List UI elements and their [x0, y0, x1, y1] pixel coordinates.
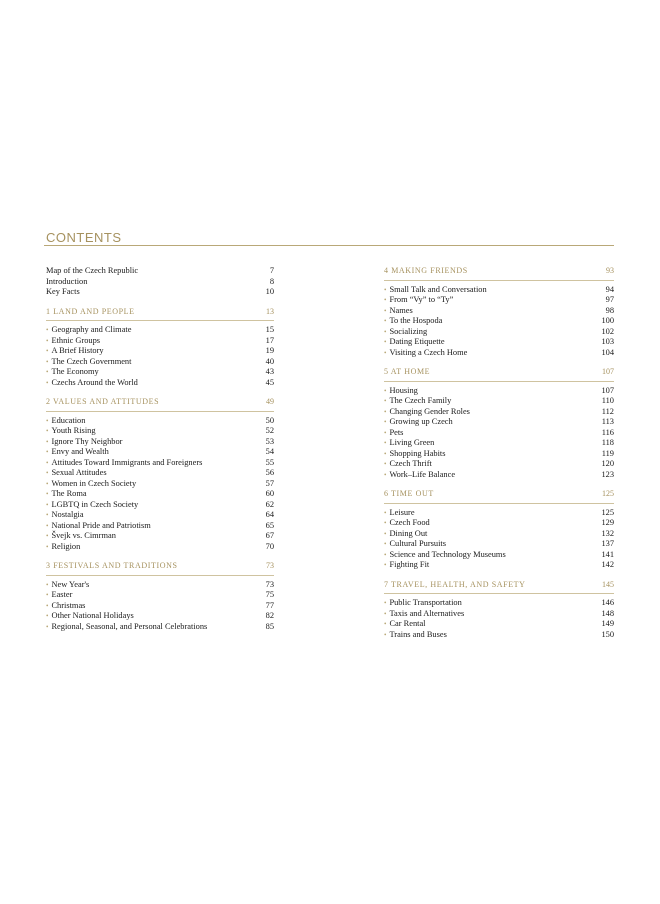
- toc-entry-label: • Pets: [384, 428, 403, 439]
- toc-entry-label: • To the Hospoda: [384, 316, 442, 327]
- toc-entry-page: 100: [601, 316, 614, 325]
- toc-entry-page: 70: [265, 541, 274, 551]
- toc-entry-page: 40: [265, 356, 274, 366]
- section-heading-label: 2 VALUES AND ATTITUDES: [46, 397, 160, 406]
- toc-right-column: [384, 266, 614, 640]
- toc-entry-label: • Leisure: [384, 508, 415, 519]
- toc-entry-page: 150: [601, 629, 614, 639]
- toc-entry-label: • The Czech Government: [46, 357, 131, 368]
- toc-entry-label: • Attitudes Toward Immigrants and Foreigners: [46, 458, 202, 469]
- toc-entry-label: Map of the Czech Republic: [46, 266, 139, 275]
- toc-entry[interactable]: [46, 346, 274, 357]
- toc-entry[interactable]: [384, 348, 614, 359]
- toc-entry-page: 110: [601, 396, 614, 405]
- toc-entry[interactable]: [46, 458, 274, 469]
- toc-entry[interactable]: [384, 560, 614, 571]
- toc-entry[interactable]: [46, 336, 274, 347]
- toc-entry-label: • Growing up Czech: [384, 417, 453, 428]
- toc-entry-page: 98: [605, 305, 614, 315]
- section-heading[interactable]: [384, 367, 614, 382]
- toc-entry-page: 116: [601, 427, 614, 437]
- toc-entry-page: 141: [601, 549, 614, 559]
- toc-entry[interactable]: [46, 378, 274, 389]
- toc-entry-page: 142: [601, 560, 614, 569]
- toc-entry-label: • Sexual Attitudes: [46, 468, 107, 479]
- toc-entry-page: 125: [601, 507, 614, 517]
- toc-entry[interactable]: [384, 386, 614, 397]
- toc-entry[interactable]: [384, 619, 614, 630]
- toc-entry-label: • Names: [384, 306, 413, 317]
- toc-entry[interactable]: [384, 337, 614, 348]
- toc-entry[interactable]: [384, 396, 614, 407]
- toc-entry[interactable]: [46, 357, 274, 368]
- toc-entry-label: • Visiting a Czech Home: [384, 348, 467, 359]
- toc-entry-label: • A Brief History: [46, 346, 104, 357]
- toc-entry[interactable]: [46, 521, 274, 532]
- toc-entry-page: 132: [601, 528, 614, 538]
- toc-entry[interactable]: [384, 327, 614, 338]
- toc-entry-page: 107: [601, 385, 614, 395]
- toc-entry-label: • Religion: [46, 542, 80, 553]
- section-heading-page: 145: [602, 579, 614, 589]
- toc-entry-label: • New Year's: [46, 580, 89, 591]
- toc-entry-page: 148: [601, 608, 614, 618]
- toc-entry-page: 56: [265, 468, 274, 477]
- toc-entry-label: • Easter: [46, 590, 72, 601]
- section-heading-label: 4 MAKING FRIENDS: [384, 266, 468, 275]
- toc-entry[interactable]: [46, 601, 274, 612]
- toc-entry-page: 62: [265, 499, 274, 509]
- toc-entry[interactable]: [46, 531, 274, 542]
- toc-entry[interactable]: [46, 277, 274, 288]
- toc-entry-label: • The Roma: [46, 489, 87, 500]
- toc-entry-page: 112: [601, 406, 614, 416]
- section-heading[interactable]: [384, 580, 614, 595]
- toc-entry-page: 55: [265, 457, 274, 467]
- toc-entry-label: • Czechs Around the World: [46, 378, 138, 389]
- toc-entry-label: • Public Transportation: [384, 598, 462, 609]
- section-heading-label: 5 AT HOME: [384, 367, 431, 376]
- toc-entry[interactable]: [46, 489, 274, 500]
- toc-entry-page: 94: [605, 284, 614, 294]
- toc-entry[interactable]: [46, 611, 274, 622]
- toc-entry-label: • Envy and Wealth: [46, 447, 109, 458]
- section-heading-page: 107: [602, 367, 614, 376]
- toc-entry[interactable]: [46, 426, 274, 437]
- toc-entry[interactable]: [384, 407, 614, 418]
- section-heading-label: 6 TIME OUT: [384, 489, 434, 498]
- toc-entry-page: 65: [265, 520, 274, 530]
- toc-entry-label: • Women in Czech Society: [46, 479, 136, 490]
- toc-entry-label: • Trains and Buses: [384, 630, 447, 641]
- toc-section-1: [46, 307, 274, 389]
- toc-entry-page: 15: [265, 325, 274, 334]
- toc-entry-page: 137: [601, 539, 614, 548]
- toc-entry-label: • Ethnic Groups: [46, 336, 100, 347]
- toc-entry[interactable]: [46, 500, 274, 511]
- toc-entry-page: 149: [601, 619, 614, 628]
- toc-entry-label: • National Pride and Patriotism: [46, 521, 151, 532]
- toc-entry-label: • Švejk vs. Cimrman: [46, 531, 116, 542]
- toc-entry[interactable]: [46, 416, 274, 427]
- toc-entry-page: 57: [265, 478, 274, 488]
- toc-entry-page: 64: [265, 510, 274, 519]
- toc-entry-page: 129: [601, 518, 614, 527]
- toc-entry-label: • Czech Thrift: [384, 459, 432, 470]
- toc-entry-page: 8: [269, 276, 274, 286]
- toc-section-5: [384, 367, 614, 480]
- toc-entry-page: 52: [265, 426, 274, 435]
- toc-entry-label: • Education: [46, 416, 85, 427]
- toc-entry-label: • From “Vy” to “Ty”: [384, 295, 453, 306]
- toc-entry[interactable]: [384, 529, 614, 540]
- toc-entry-label: • Taxis and Alternatives: [384, 609, 464, 620]
- section-heading-label: 3 FESTIVALS AND TRADITIONS: [46, 561, 178, 570]
- toc-entry-page: 60: [265, 489, 274, 498]
- toc-entry[interactable]: [384, 449, 614, 460]
- toc-entry[interactable]: [384, 285, 614, 296]
- toc-entry-label: • The Czech Family: [384, 396, 451, 407]
- toc-entry[interactable]: [46, 437, 274, 448]
- toc-entry-label: • Small Talk and Conversation: [384, 285, 487, 296]
- toc-entry-page: 102: [601, 326, 614, 336]
- toc-entry[interactable]: [46, 590, 274, 601]
- toc-entry-page: 113: [601, 417, 614, 426]
- front-matter-list: [46, 266, 274, 298]
- toc-entry[interactable]: [46, 468, 274, 479]
- toc-entry-page: 77: [265, 600, 274, 610]
- toc-entry[interactable]: [384, 316, 614, 327]
- toc-entry[interactable]: [46, 325, 274, 336]
- toc-entry[interactable]: [384, 609, 614, 620]
- toc-entry-label: Introduction: [46, 276, 88, 286]
- toc-left-column: [46, 266, 274, 632]
- toc-entry-label: • Dining Out: [384, 529, 427, 540]
- toc-entry-label: • Dating Etiquette: [384, 337, 445, 348]
- toc-entry-page: 45: [265, 377, 274, 387]
- toc-entry[interactable]: [384, 459, 614, 470]
- toc-entry-page: 17: [265, 335, 274, 345]
- section-heading[interactable]: [46, 561, 274, 576]
- toc-entry[interactable]: [384, 470, 614, 481]
- toc-entry[interactable]: [384, 630, 614, 641]
- toc-entry[interactable]: [384, 428, 614, 439]
- toc-entry[interactable]: [46, 580, 274, 591]
- toc-entry-label: • Ignore Thy Neighbor: [46, 437, 122, 448]
- toc-entry-label: • Geography and Climate: [46, 325, 131, 336]
- toc-entry[interactable]: [384, 508, 614, 519]
- toc-entry[interactable]: [46, 447, 274, 458]
- toc-entry-page: 123: [601, 469, 614, 479]
- section-heading[interactable]: [46, 397, 274, 412]
- section-heading-page: 125: [602, 489, 614, 498]
- section-heading-page: 13: [266, 306, 274, 316]
- toc-entry-label: • Regional, Seasonal, and Personal Celebrations: [46, 622, 207, 633]
- toc-entry-page: 10: [265, 287, 274, 296]
- section-heading-page: 73: [266, 561, 274, 570]
- toc-entry-page: 119: [601, 448, 614, 458]
- toc-entry-label: • The Economy: [46, 367, 99, 378]
- toc-entry[interactable]: [384, 539, 614, 550]
- toc-entry[interactable]: [46, 622, 274, 633]
- toc-entry-page: 104: [601, 347, 614, 357]
- toc-entry-page: 82: [265, 611, 274, 620]
- toc-entry-page: 103: [601, 337, 614, 346]
- section-heading-label: 7 TRAVEL, HEALTH, AND SAFETY: [384, 579, 526, 589]
- toc-entry-page: 53: [265, 436, 274, 446]
- toc-entry[interactable]: [46, 287, 274, 298]
- toc-section-2: [46, 397, 274, 552]
- toc-entry-label: • Socializing: [384, 327, 427, 338]
- toc-entry[interactable]: [384, 295, 614, 306]
- toc-entry[interactable]: [384, 550, 614, 561]
- section-heading[interactable]: [384, 489, 614, 504]
- toc-entry-page: 73: [265, 579, 274, 589]
- toc-entry-label: • Nostalgia: [46, 510, 84, 521]
- toc-entry-page: 43: [265, 367, 274, 376]
- toc-entry-label: Key Facts: [46, 287, 80, 296]
- toc-section-6: [384, 489, 614, 571]
- toc-section-7: [384, 580, 614, 641]
- toc-entry-label: • Other National Holidays: [46, 611, 134, 622]
- toc-entry[interactable]: [46, 510, 274, 521]
- section-heading[interactable]: [46, 307, 274, 322]
- toc-entry-page: 67: [265, 531, 274, 540]
- toc-entry-label: • Youth Rising: [46, 426, 96, 437]
- toc-entry-page: 118: [601, 438, 614, 447]
- toc-entry[interactable]: [384, 598, 614, 609]
- toc-entry-label: • Christmas: [46, 601, 85, 612]
- toc-entry[interactable]: [46, 266, 274, 277]
- toc-entry-page: 85: [265, 621, 274, 631]
- toc-entry[interactable]: [46, 367, 274, 378]
- toc-entry[interactable]: [46, 542, 274, 553]
- page-title: CONTENTS: [46, 230, 122, 245]
- toc-entry-page: 120: [601, 459, 614, 468]
- toc-entry[interactable]: [384, 417, 614, 428]
- toc-section-4: [384, 266, 614, 358]
- toc-entry-label: • Car Rental: [384, 619, 426, 630]
- toc-entry-page: 19: [265, 346, 274, 355]
- toc-entry-label: • Science and Technology Museums: [384, 550, 506, 561]
- toc-entry[interactable]: [384, 438, 614, 449]
- toc-entry-label: • LGBTQ in Czech Society: [46, 500, 138, 511]
- toc-entry[interactable]: [384, 306, 614, 317]
- title-divider: [44, 245, 614, 246]
- toc-entry-page: 50: [265, 415, 274, 425]
- toc-entry-label: • Shopping Habits: [384, 449, 446, 460]
- toc-entry-label: • Changing Gender Roles: [384, 407, 470, 418]
- toc-section-3: [46, 561, 274, 632]
- toc-entry-label: • Czech Food: [384, 518, 430, 529]
- section-heading-label: 1 LAND AND PEOPLE: [46, 306, 135, 316]
- toc-entry-label: • Fighting Fit: [384, 560, 429, 571]
- toc-entry-label: • Living Green: [384, 438, 434, 449]
- toc-entry-label: • Housing: [384, 386, 418, 397]
- section-heading-page: 49: [266, 397, 274, 406]
- toc-entry-page: 54: [265, 447, 274, 456]
- toc-entry-page: 146: [601, 598, 614, 607]
- section-heading-page: 93: [606, 266, 614, 275]
- toc-entry[interactable]: [384, 518, 614, 529]
- toc-entry-page: 75: [265, 590, 274, 599]
- section-heading[interactable]: [384, 266, 614, 281]
- toc-entry[interactable]: [46, 479, 274, 490]
- toc-entry-label: • Cultural Pursuits: [384, 539, 446, 550]
- toc-entry-page: 7: [269, 266, 274, 275]
- toc-entry-page: 97: [605, 295, 614, 304]
- toc-entry-label: • Work–Life Balance: [384, 470, 455, 481]
